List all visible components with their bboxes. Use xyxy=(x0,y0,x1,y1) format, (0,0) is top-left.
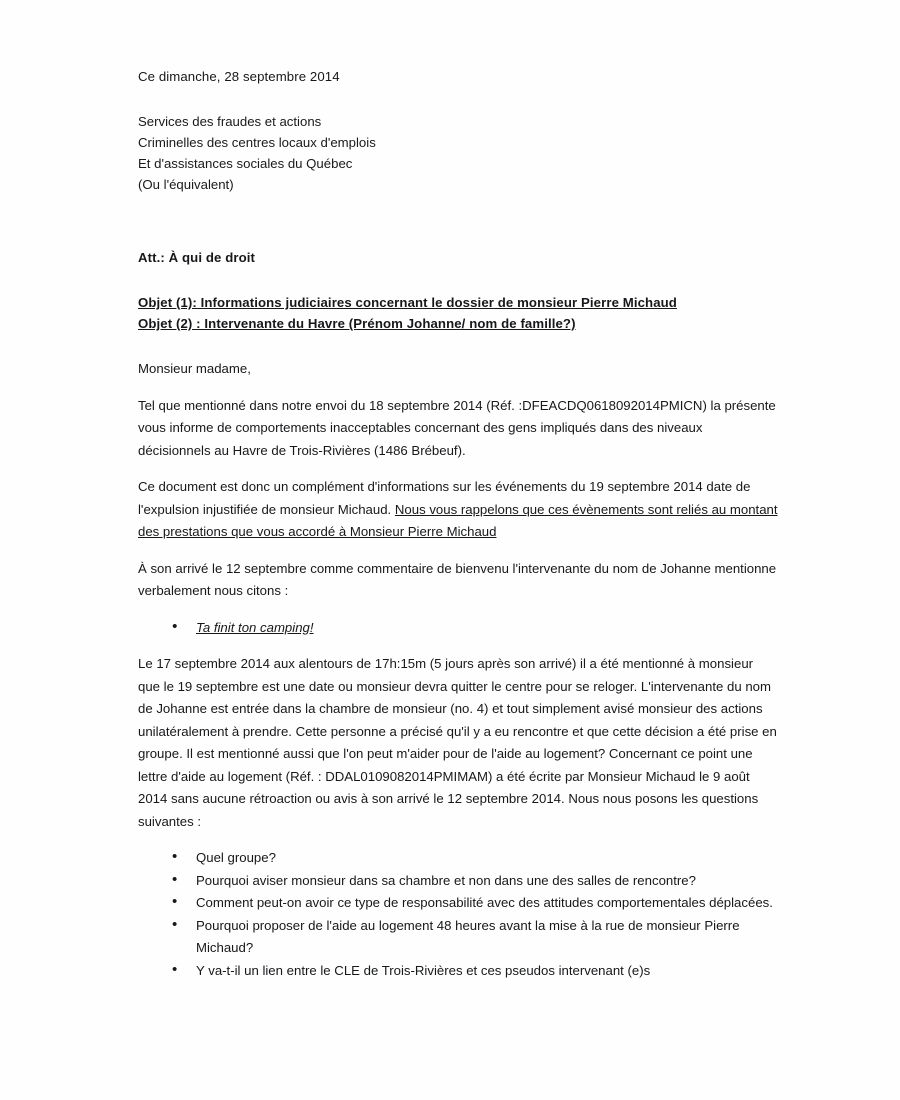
spacer xyxy=(138,268,778,292)
spacer xyxy=(138,195,778,235)
paragraph-2-emphasis: Nous vous rappelons que ces évènements sont reliés au montant des prestations que vous accordé à Monsieur Pierre Michaud xyxy=(138,501,778,539)
spacer xyxy=(138,833,778,847)
subject-line-2: Objet (2) : Intervenante du Havre (Prénom Johanne/ nom de famille?) xyxy=(138,316,576,331)
list-item: • Y va-t-il un lien entre le CLE de Trois-Rivières et ces pseudos intervenant (e)s xyxy=(172,960,778,983)
recipient-line-4: (Ou l'équivalent) xyxy=(138,177,234,192)
list-item: • Pourquoi aviser monsieur dans sa chambre et non dans une des salles de rencontre? xyxy=(172,870,778,893)
list-item: • Pourquoi proposer de l'aide au logement 48 heures avant la mise à la rue de monsieur Pierre Michaud? xyxy=(172,915,778,960)
spacer xyxy=(138,381,778,395)
salutation: Monsieur madame, xyxy=(138,361,251,376)
date-line: Ce dimanche, 28 septembre 2014 xyxy=(138,69,340,84)
spacer xyxy=(138,639,778,653)
questions-list xyxy=(138,847,778,982)
recipient-line-3: Et d'assistances sociales du Québec xyxy=(138,156,353,171)
list-item: • Quel groupe? xyxy=(172,847,778,870)
paragraph-4: Le 17 septembre 2014 aux alentours de 17h:15m (5 jours après son arrivé) il a été mentionné à monsieur que le 19 septembre est une date ou monsieur devra quitter le centre pour se reloger. L'intervenante du nom de Johanne est entrée dans la chambre de monsieur (no. 4) et tout simplement avisé monsieur des actions unilatéralement à prendre. Cette personne a précisé qu'il y a eu rencontre et que cette décision a été prise en groupe. Il est mentionné aussi que l'on peut m'aider pour de l'aide au logement? Concernant ce point une lettre d'aide au logement (Réf. : DDAL0109082014PMIMAM) a été écrite par Monsieur Michaud le 9 août 2014 sans aucune rétroaction ou avis à son arrivé le 12 septembre 2014. Nous nous posons les questions suivantes : xyxy=(138,656,777,829)
paragraph-2-plain: Ce document est donc un complément d'informations sur les événements du 19 septembre 2014 date de l'expulsion injustifiée de monsieur Michaud. xyxy=(138,479,751,517)
paragraph-2 xyxy=(138,476,778,544)
spacer xyxy=(138,87,778,111)
spacer xyxy=(138,544,778,558)
recipient-block xyxy=(138,111,778,195)
paragraph-3: À son arrivé le 12 septembre comme commentaire de bienvenu l'intervenante du nom de Johanne mentionne verbalement nous citons : xyxy=(138,560,777,598)
recipient-line-1: Services des fraudes et actions xyxy=(138,114,322,129)
paragraph-1: Tel que mentionné dans notre envoi du 18 septembre 2014 (Réf. :DFEACDQ0618092014PMICN) la présente vous informe de comportements inacceptables concernant des gens impliqués dans des niveaux décisionnels au Havre de Trois-Rivières (1486 Brébeuf). xyxy=(138,397,776,458)
list-item: • Ta finit ton camping! xyxy=(172,617,778,640)
recipient-line-2: Criminelles des centres locaux d'emplois xyxy=(138,135,376,150)
quote-list xyxy=(138,617,778,640)
spacer xyxy=(138,603,778,617)
subject-line-1: Objet (1): Informations judiciaires concernant le dossier de monsieur Pierre Michaud xyxy=(138,295,677,310)
list-item: • Comment peut-on avoir ce type de responsabilité avec des attitudes comportementales déplacées. xyxy=(172,892,778,915)
attention-line: Att.: À qui de droit xyxy=(138,250,256,265)
spacer xyxy=(138,334,778,358)
spacer xyxy=(138,462,778,476)
spacer xyxy=(138,235,778,247)
letter-body xyxy=(138,66,778,982)
